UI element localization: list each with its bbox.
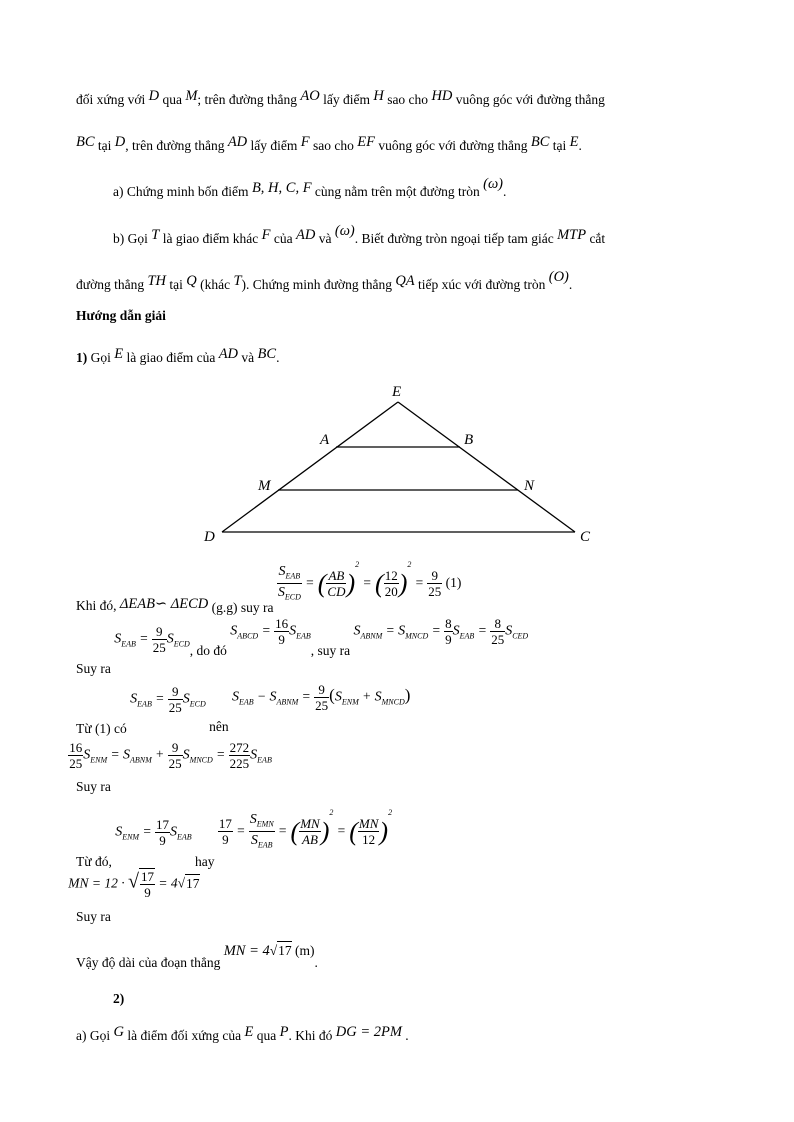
segment-EC	[398, 402, 575, 532]
label-C: C	[580, 529, 591, 545]
problem-line-1: đối xứng với D qua M; trên đường thẳng AO lấy điểm H sao cho HD vuông góc với đường thẳng	[76, 88, 605, 107]
label-B: B	[464, 432, 474, 448]
label-M: M	[258, 478, 271, 494]
solution-row-ratio-mn: Từ đó, $S_{ENM}$ = $\frac{17}{9}$ $S_{EAB}$ hay $\frac{17}{9}$ = $\frac{S_{EMN}}{S_{EAB}}$ = ( $\frac{MN}{AB}$ )$^2$ = ( $\frac{MN}{12}$ )$^2$	[76, 808, 393, 869]
solution-conclusion: Vậy độ dài của đoạn thẳng MN = 4√17 (m).	[76, 943, 318, 970]
solution-row-areas: Suy ra $S_{EAB}$ = $\frac{9}{25}$ $S_{ECD}$, do đó $S_{ABCD}$ = $\frac{16}{9}$ $S_{EAB}$, suy ra $S_{ABNM} = S_{MNCD}$ = $\frac{8}{9}$ $S_{EAB}$ = $\frac{8}{25}$ $S_{CED}$	[76, 616, 529, 676]
solution-part-1: 1) Gọi E là giao điểm của AD và BC.	[76, 346, 280, 365]
problem-line-5: đường thẳng TH tại Q (khác T). Chứng minh đường thẳng QA tiếp xúc với đường tròn (O).	[76, 269, 573, 292]
trapezoid-figure	[190, 378, 610, 550]
formula-ratio: $\frac{S_{EAB}}{S_{ECD}}$ = ( $\frac{AB}{CD}$ )$^2$ = ( $\frac{12}{20}$ )$^2$ = $\frac{9}{25}$ (1)	[277, 560, 462, 602]
solution-part-2a: a) Gọi G là điểm đối xứng của E qua P. Khi đó DG = 2PM .	[76, 1024, 409, 1043]
label-A: A	[320, 432, 330, 448]
problem-part-b: b) Gọi T là giao điểm khác F của AD và (ω). Biết đường tròn ngoại tiếp tam giác MTP cắt	[113, 223, 606, 246]
label-N: N	[524, 478, 535, 494]
label-E: E	[392, 384, 402, 400]
problem-part-a: a) Chứng minh bốn điểm B, H, C, F cùng nằm trên một đường tròn (ω).	[113, 176, 507, 199]
segment-ED	[222, 402, 398, 532]
solution-heading: Hướng dẫn giải	[76, 308, 166, 323]
solution-part-2: 2)	[113, 991, 125, 1006]
solution-row-mn-value: Suy ra MN = 12 · √ $\frac{17}{9}$ = 4√17	[68, 869, 200, 925]
solution-row-from-1: Từ (1) có $S_{EAB}$ = $\frac{9}{25}$ $S_{ECD}$ nên $S_{EAB} - S_{ABNM}$ = $\frac{9}{25}$ $(S_{ENM} + S_{MNCD})$	[76, 682, 411, 736]
solution-row-similarity: Khi đó, ΔEAB∽ ΔECD (g.g) suy ra $\frac{S_{EAB}}{S_{ECD}}$ = ( $\frac{AB}{CD}$ )$^2$ = ( $\frac{12}{20}$ )$^2$ = $\frac{9}{25}$ (1)	[76, 560, 461, 600]
problem-line-2: BC tại D, trên đường thẳng AD lấy điểm F sao cho EF vuông góc với đường thẳng BC tại E.	[76, 134, 582, 153]
solution-row-sum: Suy ra $\frac{16}{25}$ $S_{ENM} = S_{ABNM}$ + $\frac{9}{25}$ $S_{MNCD}$ = $\frac{272}{225}$ $S_{EAB}$	[69, 740, 272, 794]
label-D: D	[204, 529, 215, 545]
